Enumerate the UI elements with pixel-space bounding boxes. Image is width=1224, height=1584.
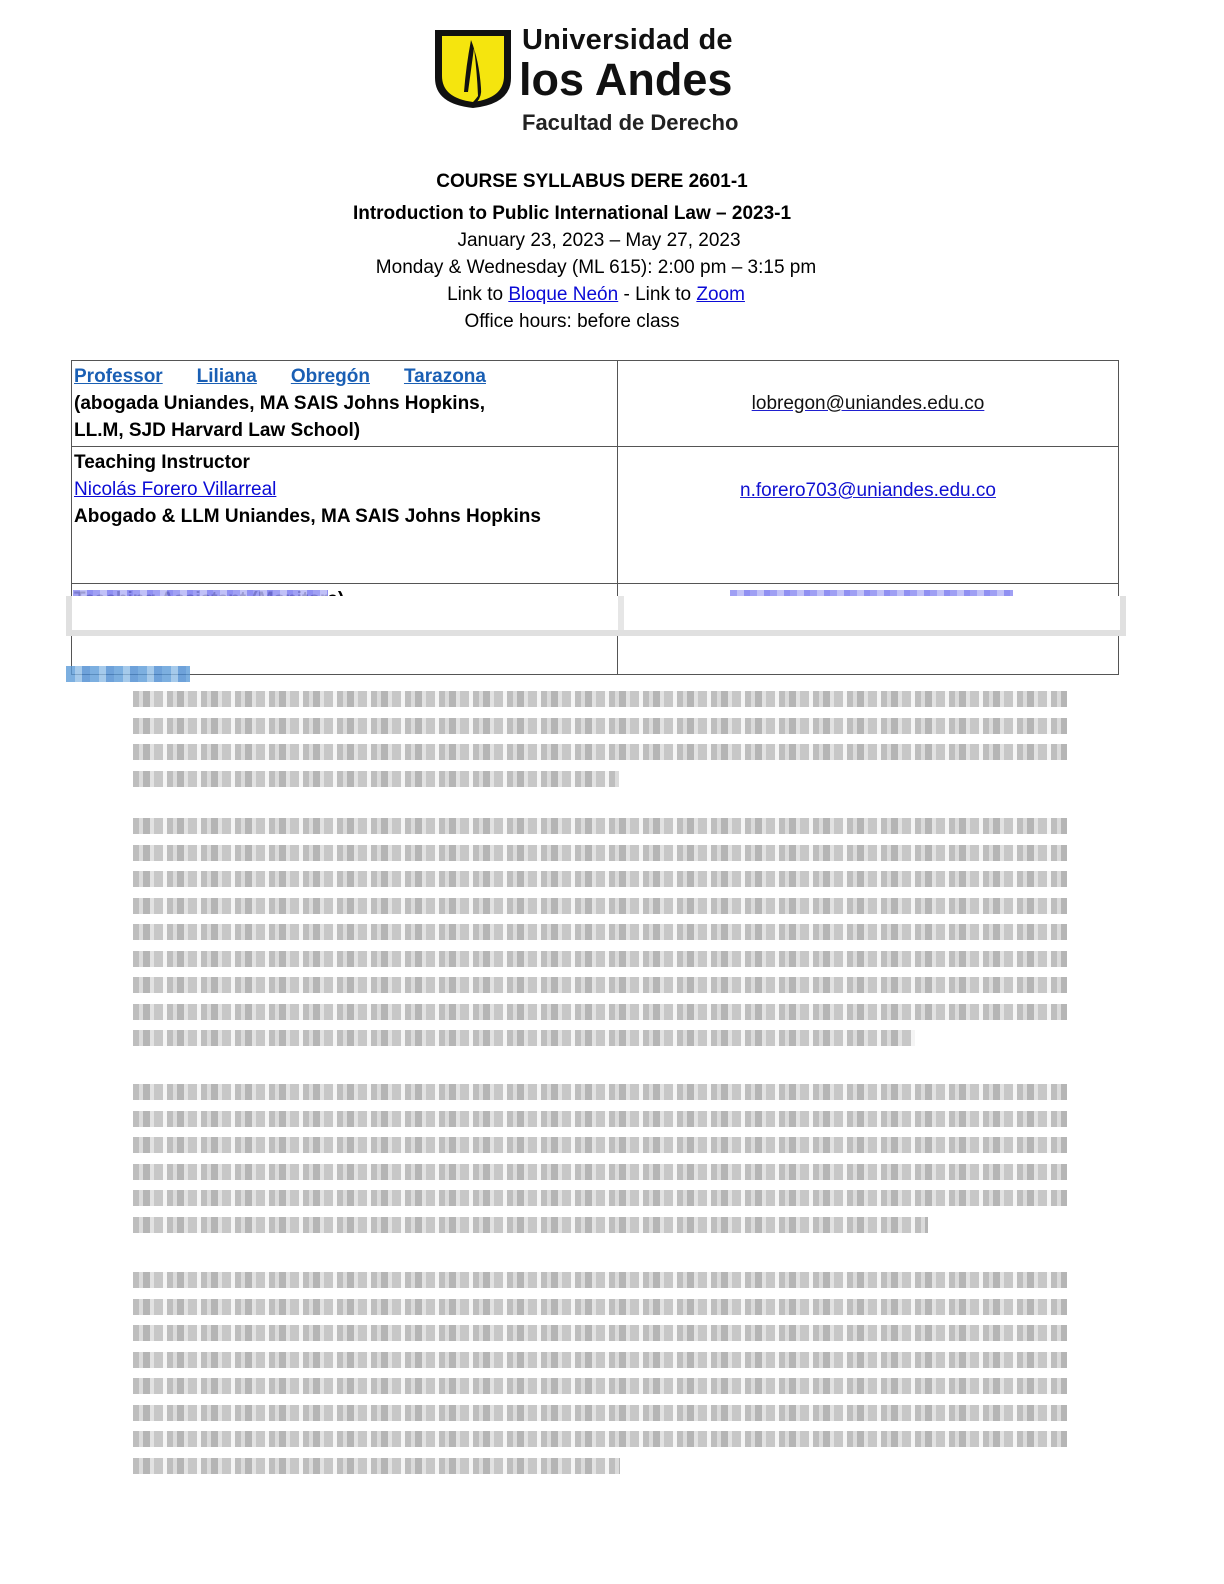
course-schedule: Monday & Wednesday (ML 615): 2:00 pm – 3:15 pm [375, 257, 817, 278]
course-links [0, 281, 1208, 308]
table-row [72, 447, 1119, 584]
name-word: Professor [74, 366, 163, 387]
blurred-line [133, 871, 1067, 887]
page-cutoff-frame [66, 596, 1126, 636]
zoom-link[interactable]: Zoom [696, 284, 745, 305]
blurred-line [133, 1190, 1067, 1206]
instructor-name-link[interactable]: Nicolás Forero Villarreal [74, 479, 277, 500]
link-prefix: Link to [447, 284, 509, 305]
instructor-email-link[interactable]: n.forero703@uniandes.edu.co [740, 480, 996, 501]
blurred-line [133, 1030, 915, 1046]
blurred-line [133, 1378, 1067, 1394]
blurred-line [133, 1272, 1067, 1288]
office-hours: Office hours: before class [464, 311, 680, 332]
blurred-line [133, 924, 1067, 940]
link-separator: - Link to [618, 284, 697, 305]
blurred-line [133, 1084, 1067, 1100]
instructor-credentials: Abogado & LLM Uniandes, MA SAIS Johns Hopkins [74, 506, 541, 527]
bloque-neon-link[interactable]: Bloque Neón [508, 284, 619, 305]
course-dates: January 23, 2023 – May 27, 2023 [457, 230, 741, 251]
blurred-line [133, 1458, 620, 1474]
blurred-line [133, 1431, 1067, 1447]
professor-email-cell [618, 361, 1119, 447]
course-title: Introduction to Public International Law – 2023-1 [352, 203, 792, 224]
blurred-line [133, 691, 1067, 707]
blurred-line [133, 1325, 1067, 1341]
course-code: COURSE SYLLABUS DERE 2601-1 [436, 171, 748, 192]
blurred-line [133, 977, 1067, 993]
blurred-line [133, 744, 1067, 760]
logo-line-3: Facultad de Derecho [522, 110, 739, 135]
blurred-section-heading [66, 666, 190, 682]
blurred-line [133, 1164, 1067, 1180]
blurred-line [133, 951, 1067, 967]
blurred-line [133, 1137, 1067, 1153]
instructor-role: Teaching Instructor [74, 452, 250, 473]
blurred-line [133, 1352, 1067, 1368]
instructor-email-cell [618, 447, 1119, 584]
blurred-paragraph-3 [133, 1084, 1067, 1243]
blurred-line [133, 818, 1067, 834]
blurred-paragraph-4 [133, 1272, 1067, 1484]
professor-cell [72, 361, 618, 447]
blurred-line [133, 718, 1067, 734]
blurred-line [133, 1217, 928, 1233]
professor-email-link[interactable]: lobregon@uniandes.edu.co [751, 393, 985, 414]
shield-logo-icon [433, 26, 513, 110]
blurred-line [133, 1004, 1067, 1020]
blurred-paragraph-1 [133, 691, 1067, 797]
blurred-line [133, 1111, 1067, 1127]
logo-line-1: Universidad de [522, 24, 733, 56]
instructor-cell [72, 447, 618, 584]
blurred-line [133, 771, 619, 787]
logo-line-2: los Andes [519, 54, 733, 105]
blurred-paragraph-2 [133, 818, 1067, 1057]
professor-name-link[interactable] [74, 363, 486, 390]
cutoff-divider [618, 596, 624, 630]
blurred-line [133, 1405, 1067, 1421]
name-word: Obregón [290, 366, 370, 387]
table-row [72, 361, 1119, 447]
university-logo [433, 24, 743, 136]
blurred-line [133, 1299, 1067, 1315]
professor-credentials-1: (abogada Uniandes, MA SAIS Johns Hopkins, [74, 393, 486, 414]
blurred-line [133, 845, 1067, 861]
blurred-line [133, 898, 1067, 914]
professor-credentials-2: LL.M, SJD Harvard Law School) [74, 420, 361, 441]
name-word: Liliana [196, 366, 257, 387]
name-word: Tarazona [403, 366, 486, 387]
